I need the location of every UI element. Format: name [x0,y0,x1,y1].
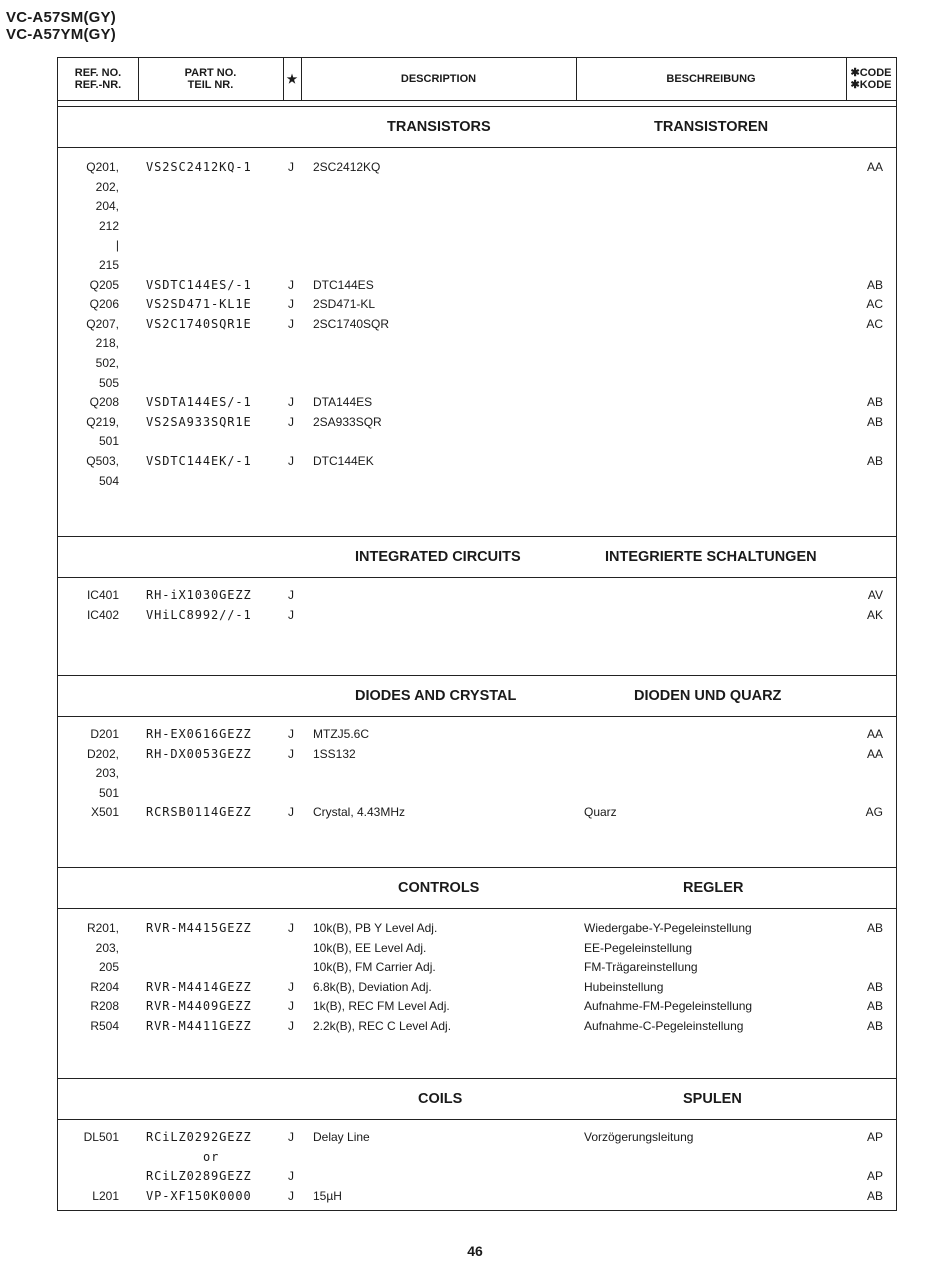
description-cell: 1SS132 [313,746,356,761]
description-cell: Crystal, 4.43MHz [313,805,406,820]
star-label: ★ [286,72,298,86]
description-cell: 2SA933SQR [313,414,382,429]
code-cell: AA [866,746,883,761]
description-cell: Delay Line [313,1130,370,1144]
section-title-de: TRANSISTOREN [654,119,769,135]
part-no-cell: RCRSB0114GEZZ [146,805,252,820]
star-cell: J [288,607,294,622]
beschreibung-cell: Aufnahme-FM-Pegeleinstellung [584,999,753,1014]
table-row [58,160,896,179]
part-no-cell: RH-DX0053GEZZ [146,746,252,761]
section-title-de: INTEGRIERTE SCHALTUNGEN [605,549,817,565]
section-title-en: CONTROLS [398,880,480,896]
code-label: ✱CODE [850,67,892,79]
table-row [58,941,896,960]
description-cell: 15µH [313,1188,342,1203]
star-cell: J [288,588,294,602]
ref-cell: D201 [90,727,119,741]
code-cell: AB [866,999,883,1014]
table-row [58,608,896,627]
star-cell: J [288,1188,294,1203]
table-row [58,1169,896,1188]
kode-label: ✱KODE [850,79,892,91]
ref-cell: 504 [98,473,119,488]
table-row [58,258,896,277]
description-label: DESCRIPTION [400,73,477,85]
table-row [58,980,896,999]
ref-cell: R208 [90,999,119,1014]
beschreibung-cell: Vorzögerungsleitung [584,1130,694,1144]
beschreibung-header [576,58,846,100]
ref-cell: Q207, [86,316,119,331]
part-no-cell: RVR-M4414GEZZ [146,979,252,994]
star-cell: J [288,1019,294,1033]
star-cell: J [288,805,294,820]
description-cell: DTC144EK [313,454,374,468]
code-cell: AP [866,1169,883,1184]
section-title-de: SPULEN [683,1091,742,1107]
beschreibung-cell: Wiedergabe-Y-Pegeleinstellung [584,921,752,935]
description-cell: 10k(B), PB Y Level Adj. [313,921,438,935]
description-cell: 2SD471-KL [313,297,376,312]
table-row [58,395,896,414]
code-cell: AB [866,1019,883,1033]
star-cell: J [288,414,294,429]
part-no-cell: VS2SA933SQR1E [146,414,252,429]
table-header [58,58,896,101]
table-row [58,376,896,395]
table-row [58,805,896,824]
description-cell: 2SC1740SQR [313,316,390,331]
table-row [58,1130,896,1149]
section-title-bar [58,867,896,909]
table-row [58,786,896,805]
beschreibung-cell: Hubeinstellung [584,979,664,994]
part-no-cell: RH-iX1030GEZZ [146,588,252,602]
description-cell: MTZJ5.6C [313,727,370,741]
section-title-de: DIODEN UND QUARZ [634,688,782,704]
ref-cell: 203, [95,940,119,955]
star-cell: J [288,921,294,935]
section-title-en: COILS [418,1091,463,1107]
code-cell: AK [866,607,883,622]
table-row [58,1150,896,1169]
part-no-cell: VSDTA144ES/-1 [146,395,252,410]
table-row [58,1189,896,1208]
description-cell: 1k(B), REC FM Level Adj. [313,999,450,1014]
star-header [283,58,301,100]
ref-cell: 212 [98,218,119,233]
description-cell: DTA144ES [313,395,373,410]
code-cell: AG [865,805,883,820]
part-no-cell: RCiLZ0292GEZZ [146,1130,252,1144]
section-title-en: DIODES AND CRYSTAL [355,688,517,704]
part-no-cell: RH-EX0616GEZZ [146,727,252,741]
section-title-bar [58,536,896,578]
table-row [58,238,896,257]
ref-cell: 501 [98,434,119,449]
ref-cell: 205 [98,960,119,975]
table-row [58,219,896,238]
ref-nr-label: REF.-NR. [74,79,122,91]
code-cell: AB [866,979,883,994]
table-row [58,921,896,940]
ref-cell: 502, [95,356,119,370]
code-cell: AB [866,921,883,935]
ref-cell: R504 [90,1019,119,1033]
ref-cell: D202, [86,746,119,761]
star-cell: J [288,316,294,331]
table-row [58,415,896,434]
part-no-cell: VHiLC8992//-1 [146,607,252,622]
table-row [58,317,896,336]
star-cell: J [288,1169,294,1184]
ref-cell: R201, [86,921,119,935]
part-no-cell: or [203,1149,220,1164]
model-number-2: VC-A57YM(GY) [6,26,116,43]
beschreibung-cell: EE-Pegeleinstellung [584,940,693,955]
table-row [58,474,896,493]
description-cell: 2.2k(B), REC C Level Adj. [313,1019,452,1033]
beschreibung-cell: FM-Trägareinstellung [584,960,698,975]
part-no-cell: VS2C1740SQR1E [146,316,252,331]
ref-cell: | [115,238,119,253]
description-cell: DTC144ES [313,277,374,292]
code-header [846,58,896,100]
description-cell: 10k(B), EE Level Adj. [313,940,427,955]
ref-no-header [58,58,138,100]
table-row [58,356,896,375]
table-row [58,297,896,316]
ref-cell: 203, [95,766,119,781]
table-row [58,747,896,766]
star-cell: J [288,727,294,741]
beschreibung-cell: Aufnahme-C-Pegeleinstellung [584,1019,744,1033]
code-cell: AA [866,160,883,174]
ref-cell: 505 [98,375,119,390]
description-cell: 10k(B), FM Carrier Adj. [313,960,436,975]
section-title-en: INTEGRATED CIRCUITS [355,549,521,565]
code-cell: AV [867,588,883,602]
star-cell: J [288,297,294,312]
description-cell: 6.8k(B), Deviation Adj. [313,979,432,994]
table-row [58,434,896,453]
table-row [58,766,896,785]
part-no-cell: RVR-M4411GEZZ [146,1019,252,1033]
section-title-bar [58,1078,896,1120]
ref-cell: Q206 [89,297,119,312]
ref-cell: 215 [98,258,119,272]
part-no-header [138,58,283,100]
part-no-cell: VS2SD471-KL1E [146,297,252,312]
code-cell: AB [866,277,883,292]
star-cell: J [288,277,294,292]
table-row [58,336,896,355]
part-no-cell: VP-XF150K0000 [146,1188,252,1203]
table-row [58,960,896,979]
description-header [301,58,576,100]
code-cell: AC [866,316,883,331]
description-cell: 2SC2412KQ [313,160,381,174]
section-title-de: REGLER [683,880,744,896]
ref-cell: Q205 [89,277,119,292]
code-cell: AB [866,395,883,410]
beschreibung-label: BESCHREIBUNG [666,73,756,85]
part-no-label: PART NO. [184,67,237,79]
page-number: 46 [467,1243,483,1259]
part-no-cell: RVR-M4409GEZZ [146,999,252,1014]
part-no-cell: VS2SC2412KQ-1 [146,160,252,174]
star-cell: J [288,160,294,174]
section-title-bar [58,675,896,717]
code-cell: AB [866,454,883,468]
part-no-cell: RVR-M4415GEZZ [146,921,252,935]
ref-cell: Q219, [86,414,119,429]
part-no-cell: VSDTC144ES/-1 [146,277,252,292]
part-no-cell: RCiLZ0289GEZZ [146,1169,252,1184]
table-row [58,999,896,1018]
section-title-bar [58,106,896,148]
table-row [58,199,896,218]
ref-cell: 204, [95,199,119,214]
ref-cell: R204 [90,979,119,994]
beschreibung-cell: Quarz [584,805,617,820]
star-cell: J [288,999,294,1014]
ref-cell: DL501 [83,1130,119,1144]
parts-list-table [57,57,897,1211]
ref-cell: 218, [95,336,119,351]
ref-cell: Q208 [89,395,119,410]
ref-cell: X501 [90,805,119,820]
code-cell: AB [866,1188,883,1203]
table-row [58,454,896,473]
star-cell: J [288,395,294,410]
code-cell: AC [866,297,883,312]
ref-cell: 501 [98,785,119,800]
ref-cell: IC401 [86,588,119,602]
ref-cell: Q201, [86,160,119,174]
table-row [58,1019,896,1038]
ref-cell: L201 [92,1188,119,1203]
code-cell: AA [866,727,883,741]
section-title-en: TRANSISTORS [387,119,491,135]
table-row [58,278,896,297]
table-row [58,180,896,199]
ref-no-label: REF. NO. [74,67,122,79]
star-cell: J [288,454,294,468]
code-cell: AP [866,1130,883,1144]
ref-cell: 202, [95,179,119,194]
model-number-1: VC-A57SM(GY) [6,9,116,26]
table-row [58,588,896,607]
teil-nr-label: TEIL NR. [187,79,234,91]
star-cell: J [288,1130,294,1144]
table-row [58,727,896,746]
part-no-cell: VSDTC144EK/-1 [146,454,252,468]
ref-cell: Q503, [86,454,119,468]
ref-cell: IC402 [86,607,119,622]
star-cell: J [288,979,294,994]
code-cell: AB [866,414,883,429]
star-cell: J [288,746,294,761]
